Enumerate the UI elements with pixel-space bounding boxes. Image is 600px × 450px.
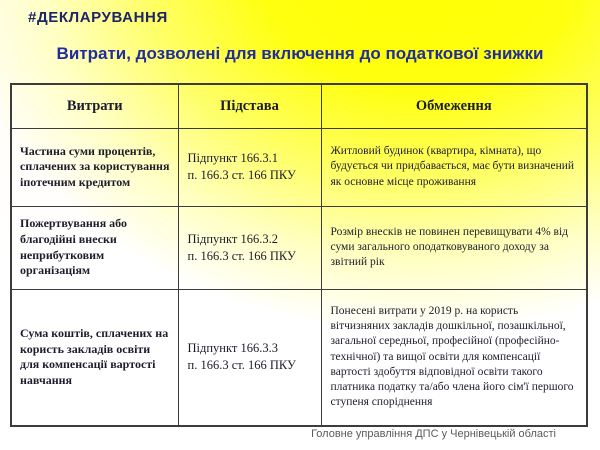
basis-ref: Підпункт 166.3.2 (187, 231, 278, 246)
basis-law: п. 166.3 ст. 166 ПКУ (187, 168, 296, 182)
hashtag-label: #ДЕКЛАРУВАННЯ (28, 9, 168, 26)
table-row (11, 128, 587, 206)
column-header-limitations: Обмеження (321, 84, 587, 128)
limitation-cell: Житловий будинок (квартира, кімната), що будується чи придбавається, має бути визначений як основне місце проживання (321, 128, 587, 206)
expense-cell: Сума коштів, сплачених на користь закладів освіти для компенсації вартості навчання (11, 289, 178, 426)
table-header-row (11, 84, 587, 128)
basis-cell (178, 206, 321, 289)
basis-cell (178, 128, 321, 206)
basis-law: п. 166.3 ст. 166 ПКУ (187, 248, 296, 263)
basis-ref: Підпункт 166.3.3 (187, 341, 278, 356)
expense-cell: Частина суми процентів, сплачених за користування іпотечним кредитом (11, 128, 178, 206)
limitation-cell: Понесені витрати у 2019 р. на користь вітчизняних закладів дошкільної, позашкільної, загальної середньої, професійної (професійно-технічної) та вищої освіти для компенсації вартості здобуття відповідної освіти такого платника податку та/або члена його сім'ї першого ступеня споріднення (321, 289, 587, 426)
basis-law: п. 166.3 ст. 166 ПКУ (187, 358, 296, 373)
page-title: Витрати, дозволені для включення до податкової знижки (56, 44, 544, 63)
tax-deduction-table (10, 83, 588, 427)
expense-cell: Пожертвування або благодійні внески неприбутковим організаціям (11, 206, 178, 289)
basis-cell (178, 289, 321, 426)
basis-ref: Підпункт 166.3.1 (187, 151, 278, 166)
footer-org-label: Головне управління ДПС у Чернівецькій області (311, 428, 556, 440)
column-header-expenses: Витрати (11, 84, 178, 128)
column-header-basis: Підстава (178, 84, 321, 128)
table-row (11, 289, 587, 426)
table-row (11, 206, 587, 289)
limitation-cell: Розмір внесків не повинен перевищувати 4% від суми загального оподатковуваного доходу за звітний рік (321, 206, 587, 289)
